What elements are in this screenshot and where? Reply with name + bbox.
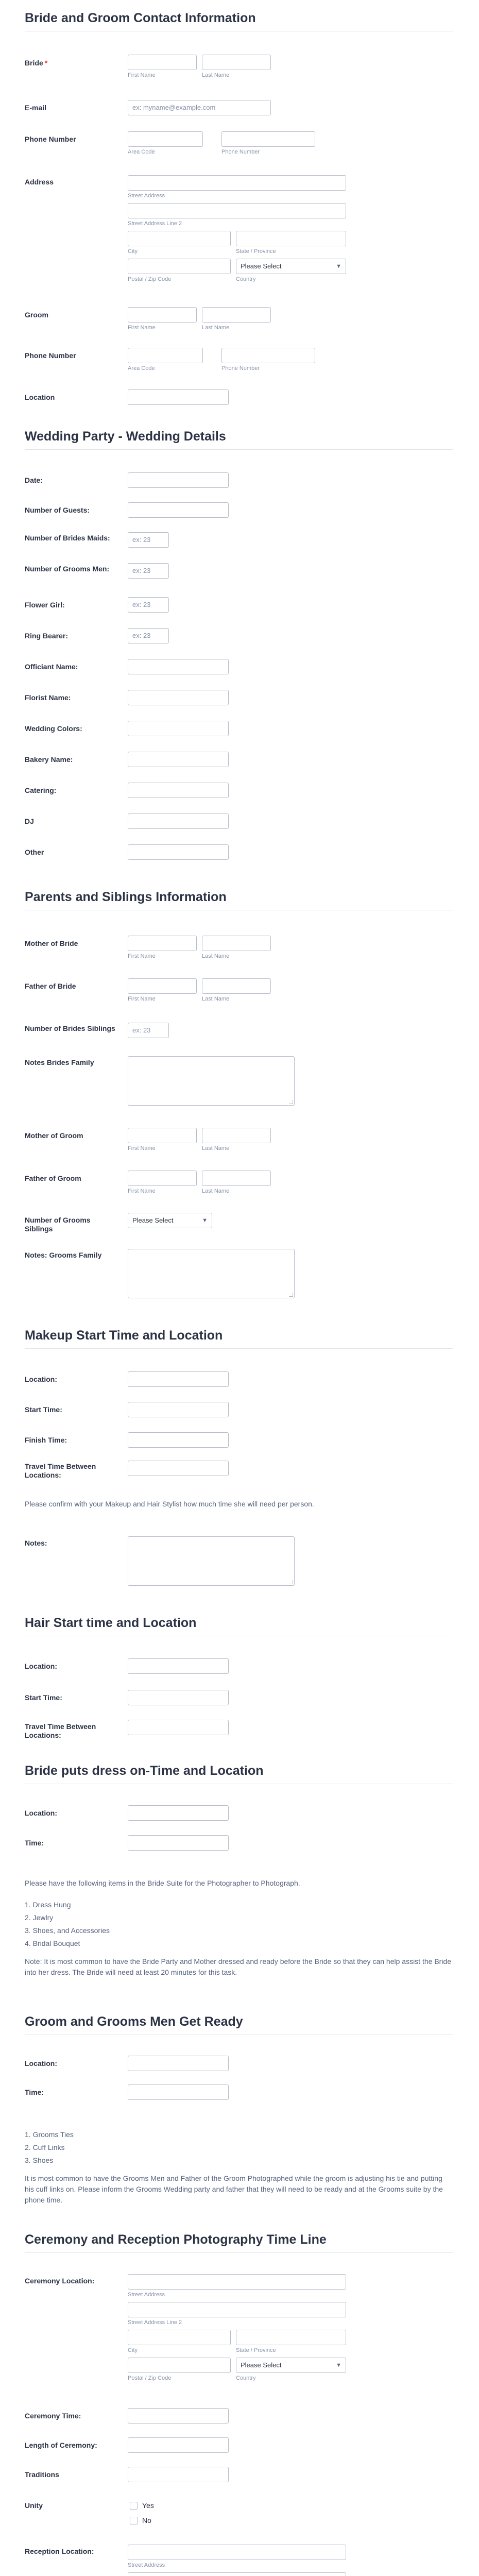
sublabel: Last Name [202, 325, 230, 331]
groom-label: Groom [25, 311, 48, 319]
wedding-colors-input[interactable] [128, 721, 229, 736]
resize-grip-icon[interactable] [289, 1580, 293, 1584]
section-header-makeup [25, 1328, 453, 1343]
section-title: Ceremony and Reception Photography Time Line [25, 2232, 327, 2247]
makeup-notes-textarea[interactable] [128, 1536, 295, 1586]
bride-item: 4. Bridal Bouquet [25, 1939, 80, 1947]
sublabel: First Name [128, 953, 156, 959]
bride-item: 3. Shoes, and Accessories [25, 1926, 110, 1935]
option-label: No [142, 2516, 151, 2524]
groom-ready-time-label: Time: [25, 2088, 44, 2096]
ceremony-street-input[interactable] [128, 2274, 346, 2290]
bakery-input[interactable] [128, 752, 229, 767]
catering-label: Catering: [25, 786, 57, 794]
state-input[interactable] [236, 231, 346, 246]
guests-input[interactable] [128, 502, 229, 518]
officiant-label: Officiant Name: [25, 663, 78, 671]
bride-items-intro: Please have the following items in the Bride Suite for the Photographer to Photograph. [25, 1879, 300, 1887]
sublabel: Country [236, 276, 256, 282]
hair-start-input[interactable] [128, 1690, 229, 1705]
makeup-travel-label: Travel Time Between Locations: [25, 1462, 96, 1479]
other-label: Other [25, 848, 44, 856]
sublabel: Last Name [202, 996, 230, 1002]
father-groom-first-input[interactable] [128, 1171, 197, 1186]
other-input[interactable] [128, 844, 229, 860]
unity-no-checkbox[interactable] [130, 2517, 138, 2524]
brides-maids-count-input[interactable]: ex: 23 [128, 532, 169, 548]
officiant-input[interactable] [128, 659, 229, 674]
mother-bride-first-input[interactable] [128, 936, 197, 951]
sublabel: First Name [128, 72, 156, 78]
makeup-location-input[interactable] [128, 1371, 229, 1387]
groom-ready-location-input[interactable] [128, 2056, 229, 2071]
bride-dress-note: Note: It is most common to have the Bride Party and Mother dressed and ready before the Bride so that they can help assist the Bride into her dress. The Bride will need at least 20 minutes for this task. [25, 1957, 451, 1976]
groom-item: 3. Shoes [25, 2156, 54, 2164]
section-header-hair [25, 1615, 453, 1631]
ceremony-state-input[interactable] [236, 2330, 346, 2345]
traditions-label: Traditions [25, 2470, 59, 2479]
sublabel: First Name [128, 325, 156, 331]
makeup-finish-label: Finish Time: [25, 1436, 67, 1444]
sublabel: Phone Number [221, 149, 260, 155]
zip-input[interactable] [128, 259, 231, 274]
section-title: Bride and Groom Contact Information [25, 11, 256, 25]
bride-label: Bride * [25, 59, 48, 67]
sublabel: Last Name [202, 1188, 230, 1194]
unity-label: Unity [25, 2501, 43, 2510]
sublabel: Last Name [202, 72, 230, 78]
sublabel: Street Address [128, 2562, 165, 2568]
dress-time-label: Time: [25, 1839, 44, 1847]
dress-location-label: Location: [25, 1809, 57, 1817]
resize-grip-icon[interactable] [289, 1293, 293, 1297]
chevron-down-icon: ▼ [336, 2362, 341, 2368]
sublabel: Last Name [202, 1145, 230, 1151]
section-divider [25, 2252, 453, 2253]
phone2-label: Phone Number [25, 351, 76, 360]
groom-item: 2. Cuff Links [25, 2143, 65, 2151]
groom-ready-note: It is most common to have the Grooms Men and Father of the Groom Photographed while the groom is adjusting his tie and putting his cuff links on. Please inform the Grooms Wedding party and father that they will need to be ready and at the Grooms suite by the phone time. [25, 2174, 443, 2204]
email-input[interactable]: ex: myname@example.com [128, 100, 271, 115]
bride-family-label: Notes Brides Family [25, 1058, 94, 1066]
date-label: Date: [25, 476, 43, 484]
ceremony-time-label: Ceremony Time: [25, 2412, 81, 2420]
grooms-men-label: Number of Grooms Men: [25, 565, 110, 573]
hair-location-input[interactable] [128, 1658, 229, 1674]
makeup-finish-input[interactable] [128, 1432, 229, 1448]
bride-first-name-input[interactable] [128, 55, 197, 70]
location-label: Location [25, 393, 55, 401]
flower-girl-count-input[interactable]: ex: 23 [128, 597, 169, 613]
hair-start-label: Start Time: [25, 1693, 62, 1702]
bride-siblings-count-input[interactable]: ex: 23 [128, 1023, 169, 1038]
father-bride-label: Father of Bride [25, 982, 76, 990]
ceremony-zip-input[interactable] [128, 2358, 231, 2373]
makeup-start-label: Start Time: [25, 1405, 62, 1414]
guests-label: Number of Guests: [25, 506, 90, 514]
ceremony-time-input[interactable] [128, 2408, 229, 2424]
phone-area-input[interactable] [128, 131, 203, 147]
makeup-travel-input[interactable] [128, 1461, 229, 1476]
sublabel: State / Province [236, 2347, 276, 2353]
ring-bearer-label: Ring Bearer: [25, 632, 69, 640]
address-label: Address [25, 178, 54, 186]
father-bride-last-input[interactable] [202, 978, 271, 994]
reception-street-input[interactable] [128, 2545, 346, 2560]
groom-last-name-input[interactable] [202, 307, 271, 323]
dj-input[interactable] [128, 814, 229, 829]
city-input[interactable] [128, 231, 231, 246]
sublabel: Street Address [128, 2292, 165, 2298]
sublabel: Area Code [128, 149, 155, 155]
father-groom-label: Father of Groom [25, 1174, 81, 1182]
street-input[interactable] [128, 175, 346, 191]
groom-ready-time-input[interactable] [128, 2084, 229, 2100]
bride-siblings-label: Number of Brides Siblings [25, 1024, 115, 1032]
unity-yes-checkbox[interactable] [130, 2502, 138, 2510]
hair-travel-label: Travel Time Between Locations: [25, 1722, 96, 1739]
makeup-location-label: Location: [25, 1375, 57, 1383]
florist-label: Florist Name: [25, 693, 71, 702]
sublabel: Street Address [128, 193, 165, 199]
section-header-groom-ready [25, 2014, 453, 2029]
chevron-down-icon: ▼ [202, 1217, 208, 1224]
resize-grip-icon[interactable] [289, 1100, 293, 1104]
mother-groom-last-input[interactable] [202, 1128, 271, 1143]
makeup-note: Please confirm with your Makeup and Hair Stylist how much time she will need per person. [25, 1500, 314, 1508]
groom-ready-location-label: Location: [25, 2059, 57, 2067]
traditions-input[interactable] [128, 2467, 229, 2482]
ceremony-length-label: Length of Ceremony: [25, 2441, 97, 2449]
section-title: Parents and Siblings Information [25, 890, 227, 904]
hair-travel-input[interactable] [128, 1720, 229, 1735]
grooms-men-count-input[interactable]: ex: 23 [128, 563, 169, 579]
ceremony-city-input[interactable] [128, 2330, 231, 2345]
section-divider [25, 449, 453, 450]
section-header-dress [25, 1763, 453, 1778]
date-input[interactable] [128, 472, 229, 488]
street2-input[interactable] [128, 203, 346, 218]
section-title: Bride puts dress on-Time and Location [25, 1764, 264, 1778]
ring-bearer-count-input[interactable]: ex: 23 [128, 628, 169, 643]
makeup-notes-label: Notes: [25, 1539, 47, 1547]
groom-siblings-select[interactable]: Please Select ▼ [128, 1213, 212, 1228]
section-header-ceremony [25, 2232, 453, 2247]
ceremony-street2-input[interactable] [128, 2302, 346, 2317]
option-label: Yes [142, 2501, 154, 2510]
dress-location-input[interactable] [128, 1805, 229, 1821]
sublabel: Country [236, 2375, 256, 2381]
section-divider [25, 1348, 453, 1349]
sublabel: Last Name [202, 953, 230, 959]
ceremony-location-label: Ceremony Location: [25, 2277, 95, 2285]
bride-item: 1. Dress Hung [25, 1901, 71, 1909]
groom-family-textarea[interactable] [128, 1249, 295, 1298]
flower-girl-label: Flower Girl: [25, 601, 65, 609]
sublabel: Street Address Line 2 [128, 221, 182, 227]
groom-siblings-label: Number of Grooms Siblings [25, 1216, 91, 1233]
reception-location-label: Reception Location: [25, 2547, 94, 2555]
makeup-start-input[interactable] [128, 1402, 229, 1417]
country-select[interactable]: Please Select ▼ [236, 259, 346, 274]
bride-last-name-input[interactable] [202, 55, 271, 70]
phone2-number-input[interactable] [221, 348, 315, 363]
sublabel: First Name [128, 996, 156, 1002]
section-title: Groom and Grooms Men Get Ready [25, 2014, 243, 2029]
section-title: Hair Start time and Location [25, 1616, 197, 1630]
sublabel: City [128, 2347, 138, 2353]
phone-number-input[interactable] [221, 131, 315, 147]
catering-input[interactable] [128, 783, 229, 798]
brides-maids-label: Number of Brides Maids: [25, 534, 110, 542]
section-title: Makeup Start Time and Location [25, 1328, 223, 1343]
ceremony-country-select[interactable]: Please Select ▼ [236, 2358, 346, 2373]
florist-input[interactable] [128, 690, 229, 705]
section-header-parents [25, 889, 453, 905]
hair-location-label: Location: [25, 1662, 57, 1670]
section-header-wedding-party [25, 429, 453, 444]
reception-street2-input[interactable] [128, 2572, 346, 2576]
dj-label: DJ [25, 817, 34, 825]
bride-item: 2. Jewlry [25, 1913, 54, 1922]
sublabel: Postal / Zip Code [128, 276, 172, 282]
chevron-down-icon: ▼ [336, 263, 341, 269]
mother-groom-first-input[interactable] [128, 1128, 197, 1143]
sublabel: City [128, 248, 138, 255]
phone-label: Phone Number [25, 135, 76, 143]
father-groom-last-input[interactable] [202, 1171, 271, 1186]
phone2-area-input[interactable] [128, 348, 203, 363]
groom-family-label: Notes: Grooms Family [25, 1251, 102, 1259]
section-header-contact [25, 10, 453, 26]
sublabel: First Name [128, 1188, 156, 1194]
sublabel: Phone Number [221, 365, 260, 371]
dress-time-input[interactable] [128, 1835, 229, 1851]
sublabel: First Name [128, 1145, 156, 1151]
groom-first-name-input[interactable] [128, 307, 197, 323]
email-label: E-mail [25, 104, 47, 112]
groom-item: 1. Grooms Ties [25, 2130, 74, 2139]
location-input[interactable] [128, 389, 229, 405]
mother-bride-label: Mother of Bride [25, 939, 78, 947]
section-title: Wedding Party - Wedding Details [25, 429, 226, 444]
sublabel: Postal / Zip Code [128, 2375, 172, 2381]
mother-bride-last-input[interactable] [202, 936, 271, 951]
wedding-colors-label: Wedding Colors: [25, 724, 82, 733]
father-bride-first-input[interactable] [128, 978, 197, 994]
bakery-label: Bakery Name: [25, 755, 73, 764]
ceremony-length-input[interactable] [128, 2437, 229, 2453]
sublabel: State / Province [236, 248, 276, 255]
sublabel: Street Address Line 2 [128, 2319, 182, 2326]
bride-family-textarea[interactable] [128, 1056, 295, 1106]
mother-groom-label: Mother of Groom [25, 1131, 83, 1140]
sublabel: Area Code [128, 365, 155, 371]
